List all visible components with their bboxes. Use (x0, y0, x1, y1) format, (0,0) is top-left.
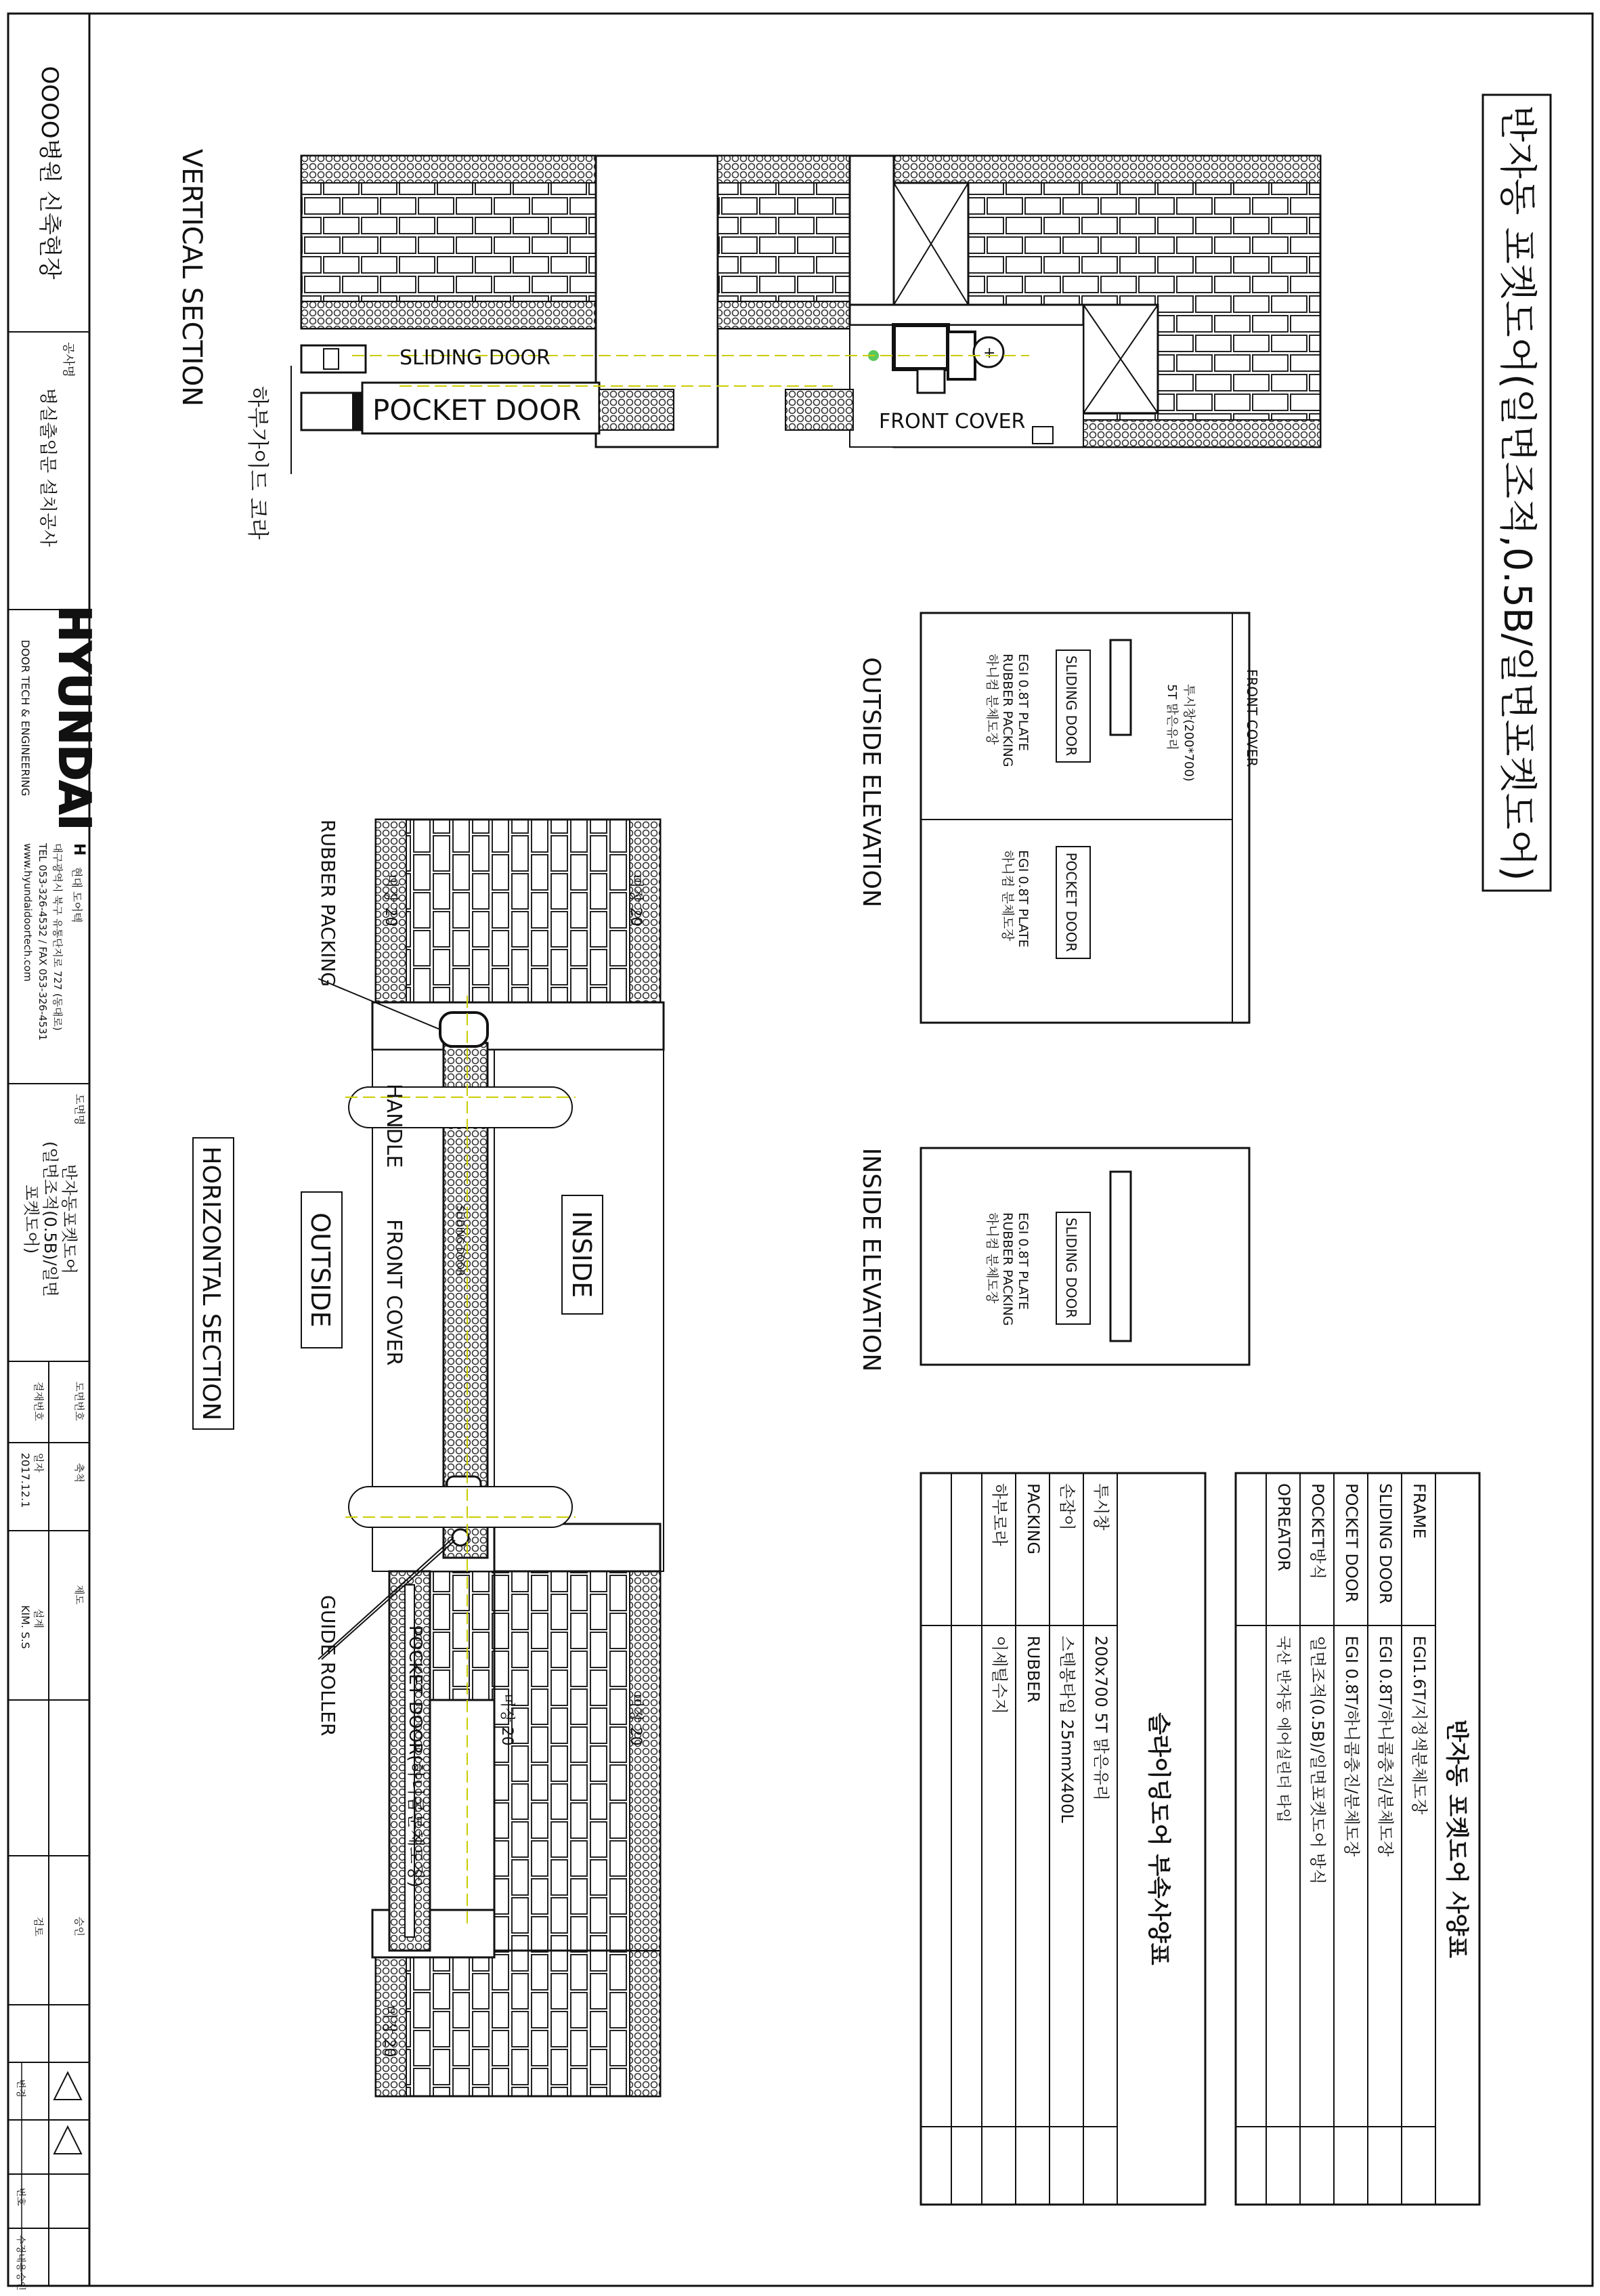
inside-elevation (857, 1148, 1249, 1372)
hs-sliding-door-mark: SLIDING DOOR (454, 1206, 465, 1277)
oe-window-note-2: 5T 맑은유리 (1165, 684, 1179, 750)
oe-pocket-spec-1: EGI 0.8T PLATE (1016, 850, 1031, 948)
vision-window (1110, 640, 1131, 735)
drawing-name-label: 도면명 (73, 1094, 86, 1126)
hs-pocket-door-note: POCKET DOOR(하니콤분체도장) (405, 1625, 425, 1888)
hs-guide-roller: GUIDE ROLLER (317, 1595, 339, 1737)
drawn-value: KIM. S.S (19, 1605, 32, 1649)
check-label: 제도 (73, 1585, 85, 1604)
ie-title: INSIDE ELEVATION (857, 1147, 885, 1372)
drawing-no-label: 도면번호 (73, 1382, 85, 1421)
spec-row-2-value: EGI 0.8T/하니콤충진/분체도장 (1376, 1636, 1395, 1857)
main-title-box (1483, 95, 1551, 891)
oe-pocket-door: POCKET DOOR (1063, 852, 1079, 952)
approval-no-label: 결재번호 (33, 1382, 45, 1421)
hs-dim-4: 미장 20 (627, 1693, 644, 1746)
inside-vision-window (1110, 1172, 1131, 1341)
rev-triangle-1 (54, 2072, 81, 2100)
title-block (8, 14, 99, 2291)
vs-bottom-guide: 하부가이드 코라 (245, 386, 271, 540)
company-sub: DOOR TECH & ENGINEERING (19, 639, 32, 796)
rev-label: 변경 (15, 2079, 26, 2098)
spec-row-1-label: FRAME (1410, 1483, 1429, 1539)
hs-dim-3: 미장 20 (498, 1693, 515, 1746)
oe-title: OUTSIDE ELEVATION (857, 657, 885, 908)
oe-pocket-spec-2: 하니컴 분체도장 (1000, 850, 1015, 941)
drawing-name-2: (일면조적(0.5B)/일면 (41, 1141, 60, 1297)
vs-sliding-door: SLIDING DOOR (399, 346, 550, 370)
spec-row-4-label: POCKET방식 (1308, 1483, 1327, 1580)
rev-content-label: 수정내용 (15, 2235, 26, 2272)
accessory-table-title: 슬라이딩도어 부속사양표 (1145, 1712, 1172, 1965)
hs-rubber-packing: RUBBER PACKING (317, 820, 339, 987)
spec-row-5-value: 국산 반자동 에어실린더 타입 (1274, 1636, 1291, 1823)
spec-table (1236, 1473, 1479, 2205)
company-logo-mark: H (70, 843, 87, 856)
spec-row-2-label: SLIDING DOOR (1376, 1483, 1395, 1604)
hs-title: HORIZONTAL SECTION (197, 1146, 225, 1421)
hs-outside: OUTSIDE (305, 1212, 335, 1327)
date-value: 2017.12.1 (19, 1453, 32, 1508)
ie-spec-3: 하니컴 분체도장 (985, 1212, 999, 1304)
drawing-name-3: 포켓도어) (22, 1184, 41, 1254)
company-logo: HYUNDAI (49, 605, 99, 830)
review-label: 검토 (33, 1917, 45, 1936)
oe-spec-1: EGI 0.8T PLATE (1016, 654, 1031, 751)
main-title: 반자동 포켓도어(일면조적,0.5B/일면포켓도어) (1495, 105, 1539, 881)
approve-label: 승인 (73, 1917, 85, 1936)
hs-dim-5: 미장 20 (381, 2005, 397, 2058)
rev-no-label: 번호 (15, 2188, 26, 2207)
client-name: 병실출입문 설치공사 (37, 387, 58, 547)
spec-row-4-value: 일면조적(0.5B)/일면포켓도어 방식 (1308, 1636, 1327, 1885)
ie-sliding-door: SLIDING DOOR (1063, 1217, 1079, 1319)
company-name: 현대 도어텍 (70, 867, 83, 923)
spec-row-1-value: EGI1.6T/지정색분체도장 (1410, 1636, 1429, 1815)
rev-triangle-2 (54, 2127, 81, 2154)
oe-front-cover: FRONT COVER (1244, 668, 1260, 767)
acc-row-4-label: 하부로라 (990, 1483, 1009, 1546)
hs-inside: INSIDE (567, 1210, 597, 1298)
drawing-name: 반자동포켓도어 (60, 1164, 79, 1275)
horizontal-section (193, 820, 664, 2096)
spec-row-5-label: OPREATOR (1274, 1483, 1293, 1571)
roller-mark: + (983, 345, 996, 362)
hs-dim-1: 미장 20 (382, 874, 399, 927)
oe-spec-2: RUBBER PACKING (1000, 654, 1015, 767)
company-address: 대구광역시 북구 유통단지로 727 (동대로) (51, 843, 64, 1031)
spec-row-3-value: EGI 0.8T/하니콤충진/분체도장 (1342, 1636, 1361, 1857)
client-label: 공사명 (61, 342, 75, 378)
acc-row-1-value: 200x700 5T 맑은유리 (1091, 1636, 1110, 1801)
hs-front-cover: FRONT COVER (382, 1219, 406, 1366)
oe-sliding-door: SLIDING DOOR (1063, 655, 1079, 757)
date-label: 일자 (33, 1453, 45, 1472)
hs-dim-2: 미장 20 (627, 874, 644, 927)
ie-spec-2: RUBBER PACKING (1000, 1212, 1015, 1326)
ie-spec-1: EGI 0.8T PLATE (1016, 1212, 1031, 1310)
acc-row-4-value: 이세틸수지 (990, 1636, 1009, 1714)
acc-row-3-label: PACKING (1024, 1483, 1043, 1555)
project-name: OOOO병원 신축현장 (36, 66, 63, 280)
scale-label: 축척 (73, 1463, 85, 1483)
company-tel: TEL 053-326-4532 / FAX 053-326-4531 (37, 843, 49, 1041)
vertical-section (176, 149, 1320, 540)
oe-spec-3: 하니컴 분체도장 (985, 654, 999, 745)
vs-front-cover: FRONT COVER (879, 410, 1026, 433)
spec-table-title: 반자동 포켓도어 사양표 (1443, 1719, 1470, 1959)
outside-elevation (857, 613, 1260, 1023)
oe-window-note-1: 투시창(200*700) (1182, 684, 1196, 782)
vs-title: VERTICAL SECTION (176, 148, 207, 407)
vs-pocket-door: POCKET DOOR (372, 394, 582, 427)
drawn-label: 설계 (33, 1609, 45, 1628)
company-web: www.hyundaidoortech.com (22, 843, 34, 982)
acc-row-1-label: 투시창 (1091, 1483, 1110, 1531)
rev-sign-label: 승인 (15, 2272, 26, 2291)
accessory-table (921, 1473, 1205, 2205)
hs-handle: HANDLE (382, 1084, 406, 1168)
acc-row-2-value: 스텐봉타입 25mmX400L (1058, 1636, 1077, 1823)
acc-row-3-value: RUBBER (1024, 1636, 1043, 1703)
spec-row-3-label: POCKET DOOR (1342, 1483, 1361, 1603)
acc-row-2-label: 손잡이 (1058, 1483, 1077, 1531)
